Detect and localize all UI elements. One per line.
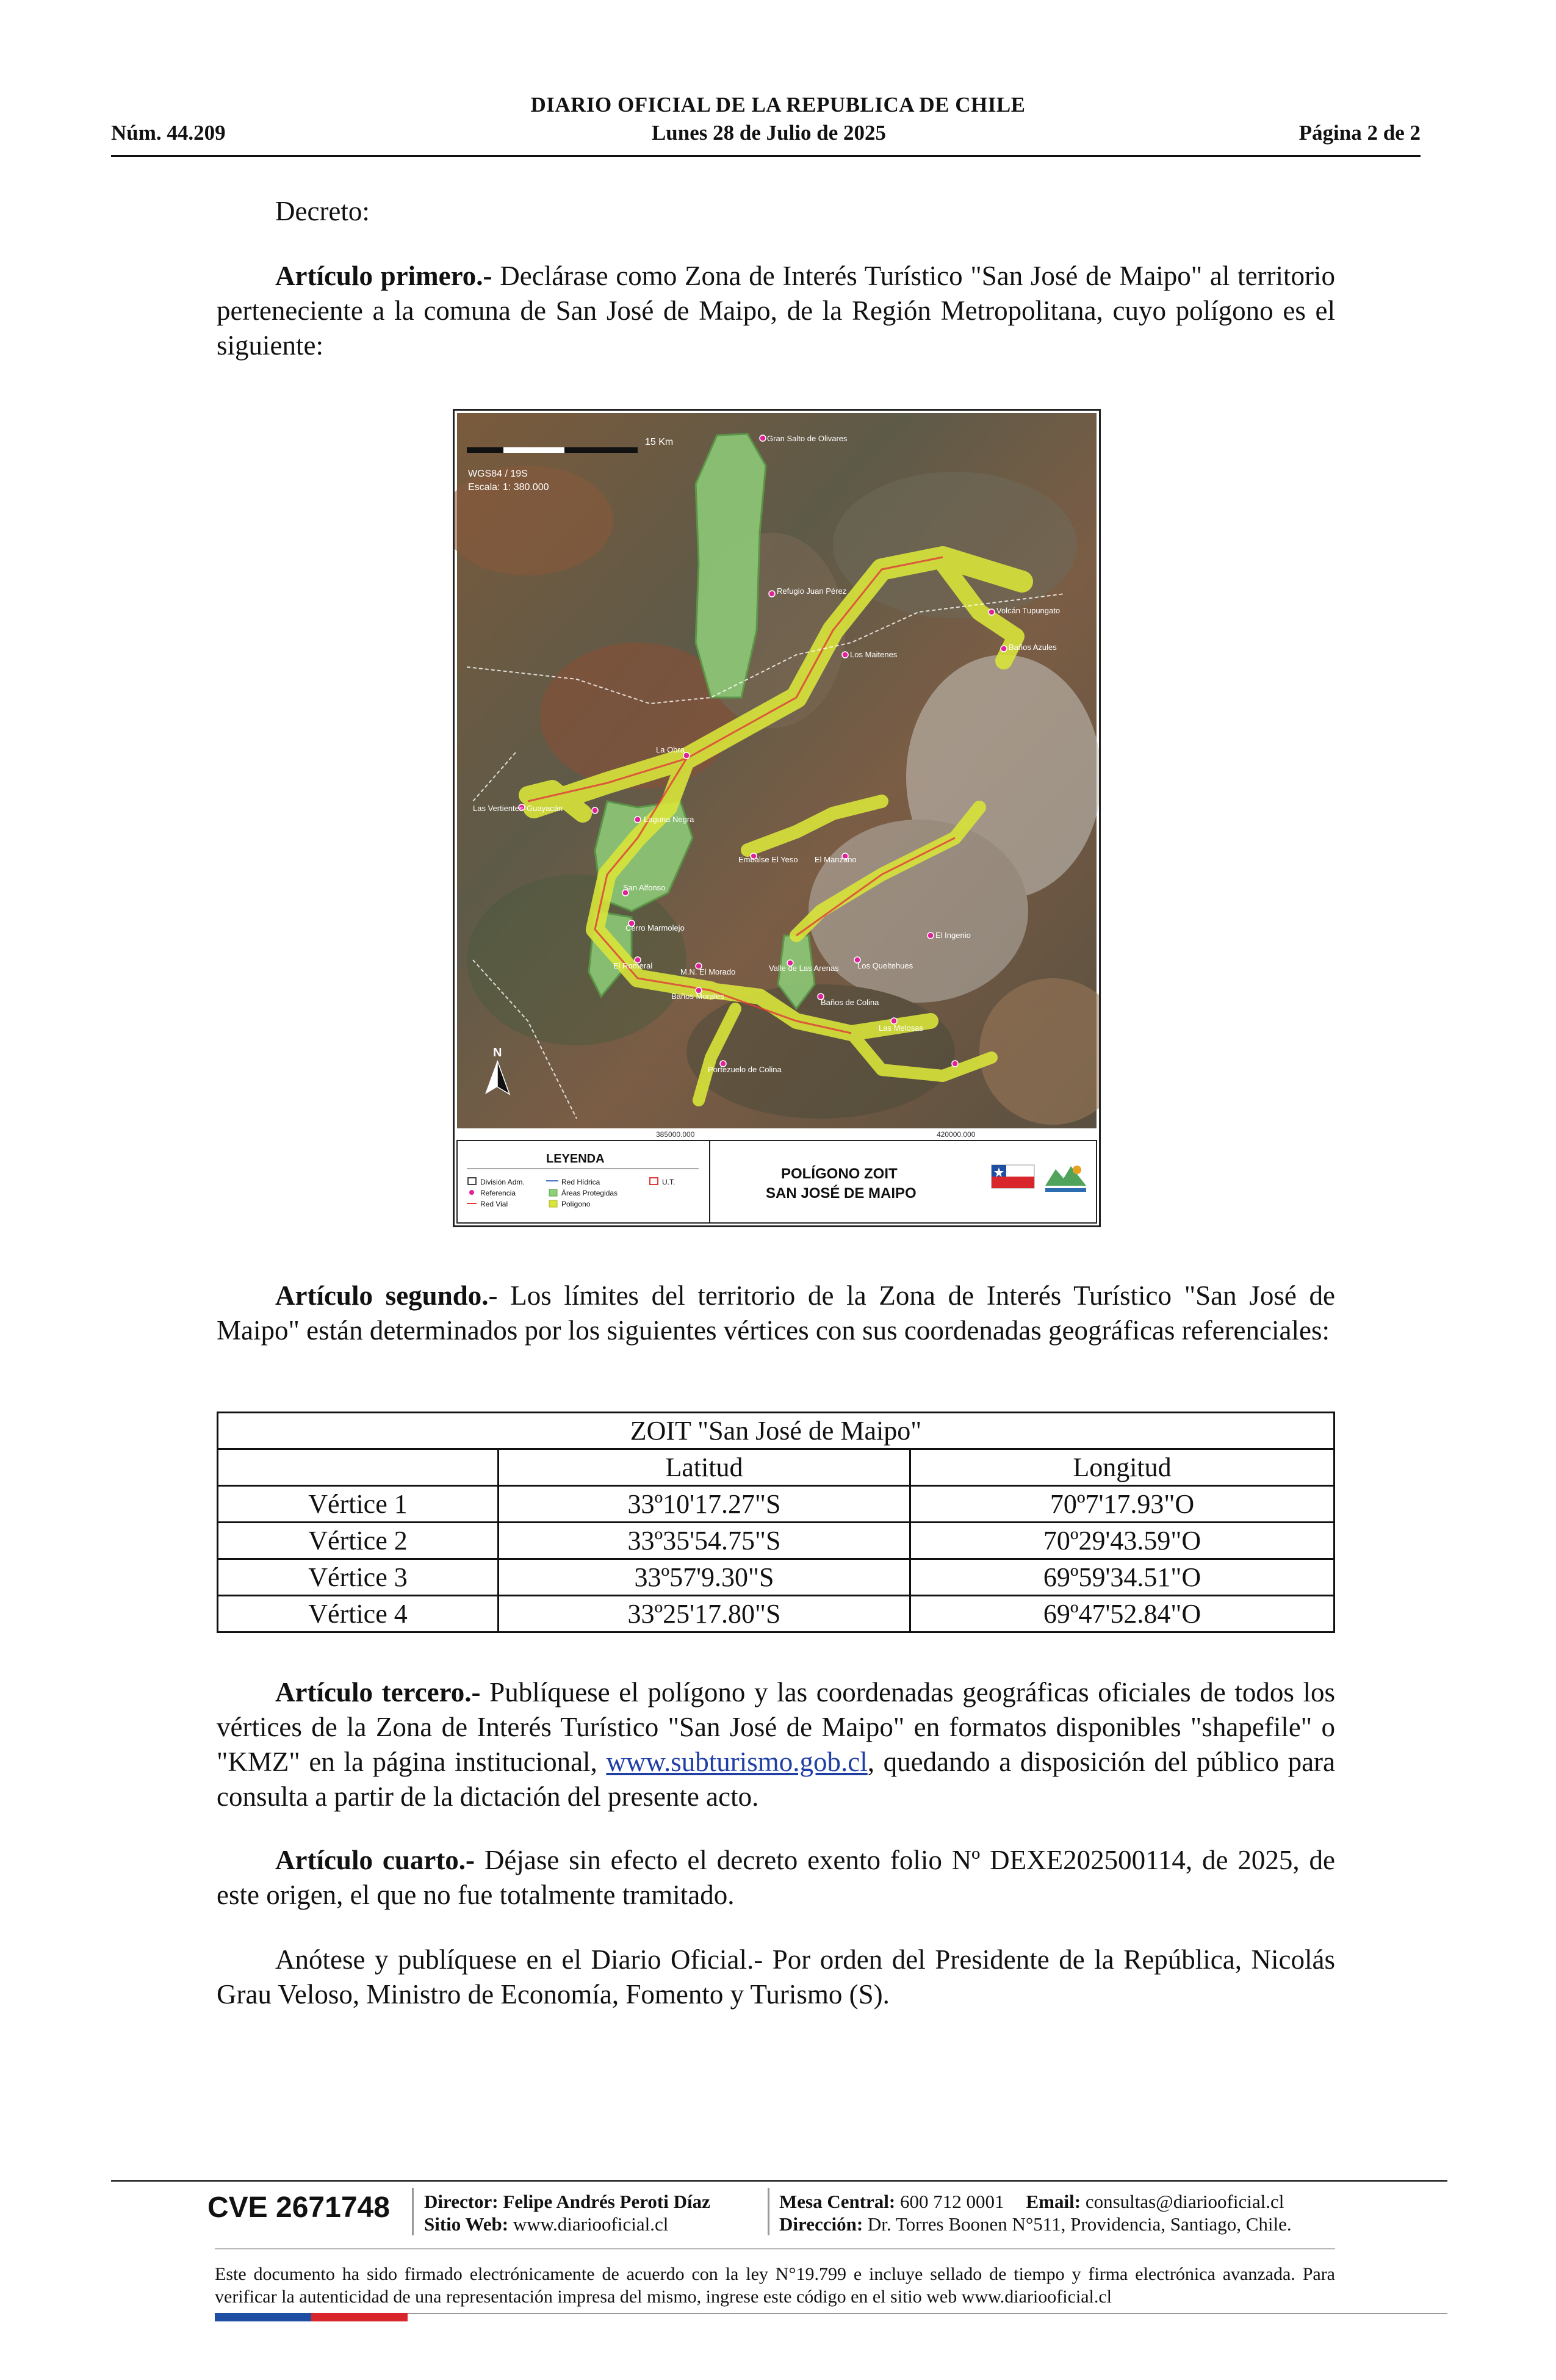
svg-text:Áreas Protegidas: Áreas Protegidas xyxy=(561,1189,618,1197)
header-rule xyxy=(111,155,1421,157)
cve-code: CVE 2671748 xyxy=(207,2191,390,2224)
table-title-row xyxy=(218,1413,1334,1449)
chile-flag-icon xyxy=(992,1165,1034,1188)
coord-label-right: 420000.000 xyxy=(937,1130,976,1139)
table-cell: Vértice 3 xyxy=(218,1559,499,1596)
place-label: La Obra xyxy=(656,745,685,754)
coord-label-left: 385000.000 xyxy=(656,1130,695,1139)
footer-mid-rule xyxy=(215,2248,1335,2249)
table-title: ZOIT "San José de Maipo" xyxy=(218,1413,1334,1449)
footer-director: Director: Felipe Andrés Peroti Díaz xyxy=(424,2191,710,2212)
place-label: Gran Salto de Olivares xyxy=(767,434,848,443)
footer-address: Dirección: Dr. Torres Boonen N°511, Providencia, Santiago, Chile. xyxy=(779,2213,1292,2235)
article-1 xyxy=(217,259,1335,363)
svg-text:Polígono: Polígono xyxy=(561,1200,591,1208)
table-cell: 69º47'52.84"O xyxy=(910,1596,1334,1632)
table-cell: 70º7'17.93"O xyxy=(910,1486,1334,1523)
footer-site: Sitio Web: www.diariooficial.cl xyxy=(424,2213,669,2235)
article-1-text: Declárase como Zona de Interés Turístico "San José de Maipo" al territorio perteneciente a la comuna de San José de Maipo, de la Región Metropolitana, cuyo polígono es el siguiente: xyxy=(217,261,1336,361)
place-label: Guayacán xyxy=(527,804,563,813)
table-header-cell: Longitud xyxy=(910,1449,1334,1486)
table-cell: 33º35'54.75"S xyxy=(499,1523,910,1559)
place-label: Cerro Marmolejo xyxy=(625,923,685,932)
footer-flag-blue xyxy=(215,2313,311,2321)
place-label: Baños Azules xyxy=(1009,643,1057,652)
subturismo-link[interactable]: www.subturismo.gob.cl xyxy=(606,1747,868,1777)
table-cell: Vértice 1 xyxy=(218,1486,499,1523)
place-label: El Manzano xyxy=(815,855,857,864)
place-label: San Alfonso xyxy=(623,883,666,892)
table-cell: Vértice 4 xyxy=(218,1596,499,1632)
svg-text:N: N xyxy=(493,1046,502,1059)
svg-text:U.T.: U.T. xyxy=(662,1178,675,1186)
table-row xyxy=(218,1559,1334,1596)
footer-separator xyxy=(412,2188,414,2235)
place-label: Valle de Las Arenas xyxy=(769,964,839,973)
place-label: Baños de Colina xyxy=(821,998,879,1007)
svg-text:División Adm.: División Adm. xyxy=(480,1178,525,1186)
footer-contact: Mesa Central: 600 712 0001 Email: consultas@diariooficial.cl xyxy=(779,2191,1284,2212)
place-label: Las Vertientes xyxy=(473,804,524,813)
place-label: M.N. El Morado xyxy=(680,967,736,976)
table-cell: 33º25'17.80"S xyxy=(499,1596,910,1632)
vertices-table xyxy=(217,1412,1335,1633)
article-3-text-end: , quedando a disposición del público para consulta a partir de la dictación del presente acto. xyxy=(217,1747,1336,1812)
table-header-cell xyxy=(218,1449,499,1486)
decreto-label: Decreto: xyxy=(275,196,370,226)
issue-date: Lunes 28 de Julio de 2025 xyxy=(651,121,887,145)
newspaper-title: DIARIO OFICIAL DE LA REPUBLICA DE CHILE xyxy=(530,93,1026,117)
place-label: Volcán Tupungato xyxy=(996,606,1061,615)
place-label: El Romeral xyxy=(613,961,653,970)
table-cell: Vértice 2 xyxy=(218,1523,499,1559)
article-3-label: Artículo tercero.- xyxy=(275,1677,481,1707)
article-4-label: Artículo cuarto.- xyxy=(275,1845,475,1875)
article-2 xyxy=(217,1278,1335,1348)
article-1-label: Artículo primero.- xyxy=(275,261,492,291)
article-3-text: Publíquese el polígono y las coordenadas geográficas oficiales de todos los vértices de la Zona de Interés Turístico "San José de Maipo" en formatos disponibles "shapefile" o "KMZ" en la página institucional, xyxy=(217,1677,1336,1777)
article-2-label: Artículo segundo.- xyxy=(275,1280,498,1311)
table-row xyxy=(218,1486,1334,1523)
article-3 xyxy=(217,1675,1335,1814)
svg-text:LEYENDA: LEYENDA xyxy=(546,1152,605,1166)
footer-flag-red xyxy=(311,2313,408,2321)
issue-number: Núm. 44.209 xyxy=(111,121,226,145)
footer-bottom-rule xyxy=(408,2313,1447,2314)
svg-text:POLÍGONO ZOIT: POLÍGONO ZOIT xyxy=(781,1166,898,1182)
table-header-row xyxy=(218,1449,1334,1486)
closing-paragraph: Anótese y publíquese en el Diario Oficial.- Por orden del Presidente de la República, Nicolás Grau Veloso, Ministro de Economía, Fomento y Turismo (S). xyxy=(217,1944,1335,2010)
article-2-text: Los límites del territorio de la Zona de Interés Turístico "San José de Maipo" están determinados por los siguientes vértices con sus coordenadas geográficas referenciales: xyxy=(217,1280,1335,1346)
svg-text:WGS84 / 19S: WGS84 / 19S xyxy=(468,469,528,479)
table-row xyxy=(218,1596,1334,1632)
footer-top-rule xyxy=(111,2180,1447,2182)
table-row xyxy=(218,1523,1334,1559)
table-cell: 33º10'17.27"S xyxy=(499,1486,910,1523)
svg-text:Red Vial: Red Vial xyxy=(480,1200,508,1208)
article-4-text: Déjase sin efecto el decreto exento folio Nº DEXE202500114, de 2025, de este origen, el que no fue totalmente tramitado. xyxy=(217,1845,1336,1910)
article-4 xyxy=(217,1843,1335,1913)
place-label: Los Maitenes xyxy=(850,650,898,659)
table-cell: 70º29'43.59"O xyxy=(910,1523,1334,1559)
svg-text:SAN JOSÉ DE MAIPO: SAN JOSÉ DE MAIPO xyxy=(766,1185,917,1202)
footer-separator xyxy=(768,2188,769,2235)
svg-text:Escala: 1: 380.000: Escala: 1: 380.000 xyxy=(468,482,549,492)
place-label: Los Queltehues xyxy=(857,961,913,970)
svg-text:Red Hídrica: Red Hídrica xyxy=(561,1178,600,1186)
place-label: Portezuelo de Colina xyxy=(708,1065,782,1074)
place-label: Refugio Juan Pérez xyxy=(777,586,847,596)
table-header-cell: Latitud xyxy=(499,1449,910,1486)
place-label: Las Melosas xyxy=(879,1023,923,1033)
zoit-polygon-map xyxy=(453,409,1101,1227)
page-indicator: Página 2 de 2 xyxy=(1298,121,1421,145)
place-label: El Ingenio xyxy=(935,931,971,940)
svg-text:15 Km: 15 Km xyxy=(645,437,674,447)
place-label: Embalse El Yeso xyxy=(738,855,798,864)
place-label: Baños Morales xyxy=(671,992,724,1001)
table-cell: 69º59'34.51"O xyxy=(910,1559,1334,1596)
table-cell: 33º57'9.30"S xyxy=(499,1559,910,1596)
footer-legal-note: Este documento ha sido firmado electrónicamente de acuerdo con la ley N°19.799 e incluye sellado de tiempo y firma electrónica avanzada. Para verificar la autenticidad de una representación impresa del mismo, ingrese este código en el sitio web www.diariooficial.cl xyxy=(215,2264,1335,2307)
svg-text:Referencia: Referencia xyxy=(480,1189,516,1197)
place-label: Laguna Negra xyxy=(644,815,694,824)
